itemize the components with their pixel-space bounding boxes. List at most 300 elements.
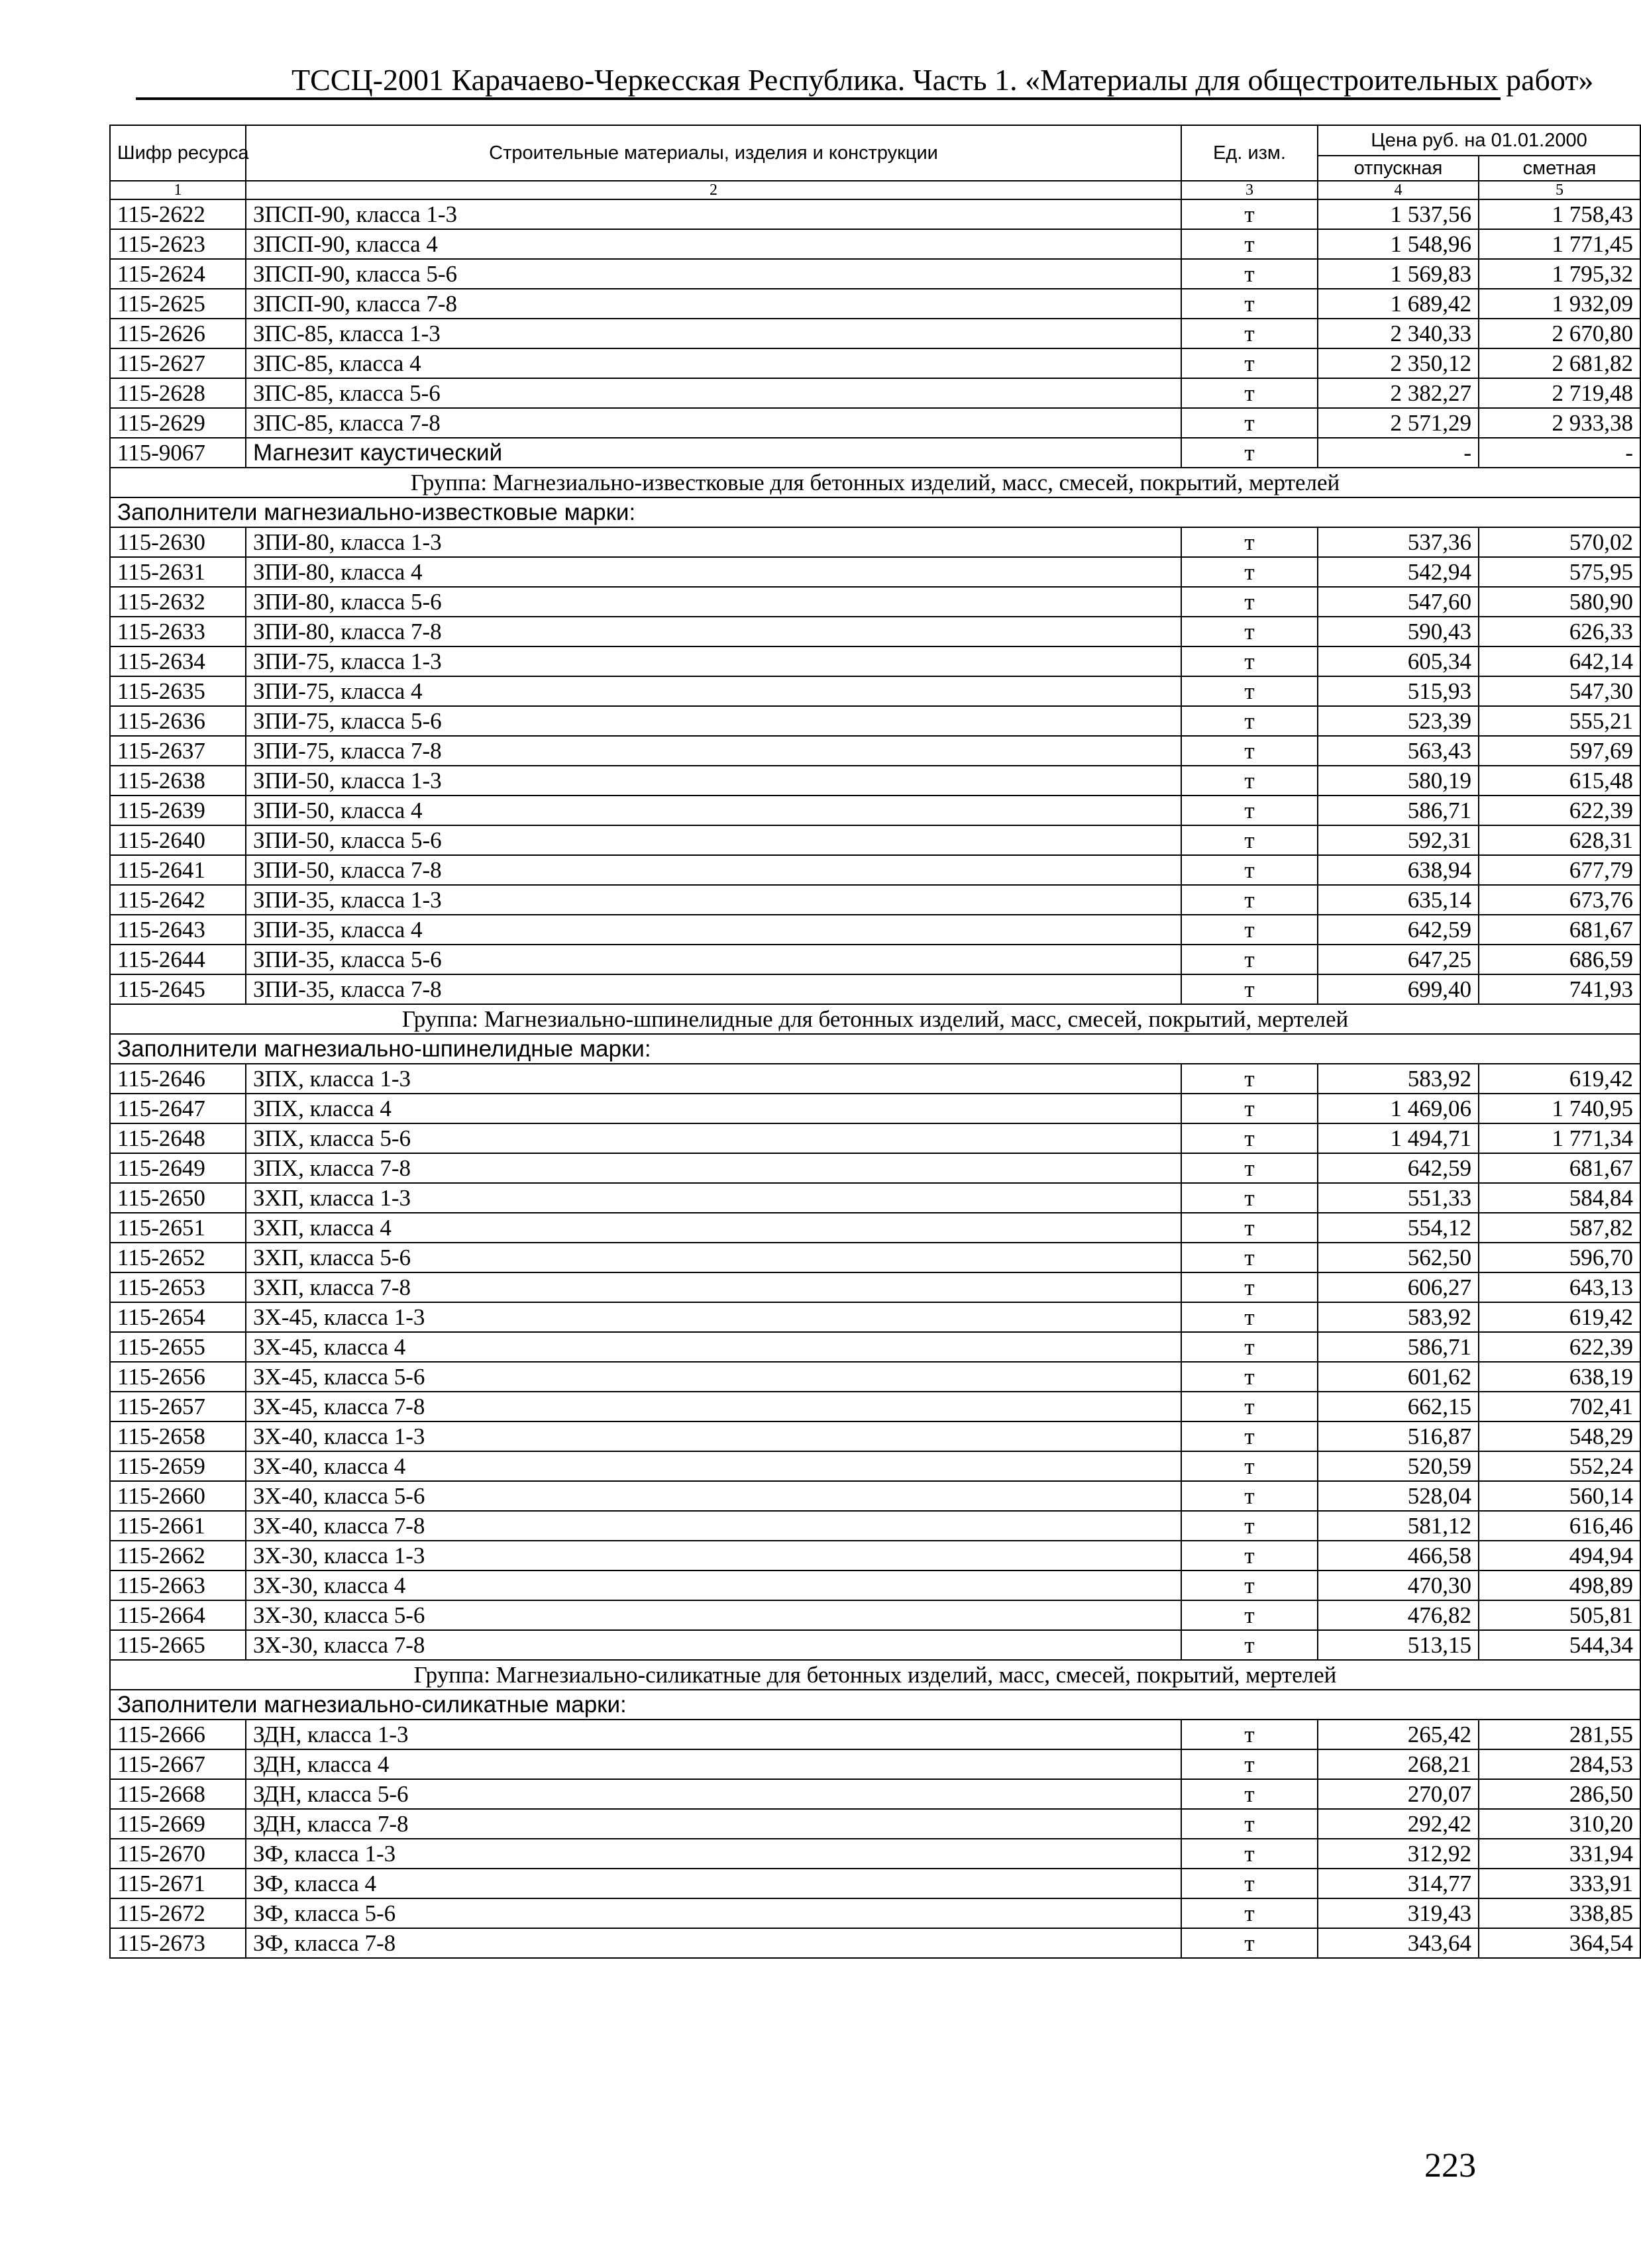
unit-cell: т — [1181, 1481, 1318, 1511]
page-number: 223 — [1424, 2147, 1476, 2185]
column-number: 3 — [1181, 181, 1318, 199]
table-row — [110, 1481, 1640, 1511]
resource-code-cell: 115-2662 — [110, 1541, 246, 1571]
table-row — [110, 945, 1640, 974]
resource-code-cell: 115-2625 — [110, 289, 246, 319]
release-price-cell: 523,39 — [1318, 706, 1479, 736]
table-row — [110, 855, 1640, 885]
unit-cell: т — [1181, 319, 1318, 348]
release-price-cell: 270,07 — [1318, 1779, 1479, 1809]
release-price-cell: 520,59 — [1318, 1451, 1479, 1481]
release-price-cell: 642,59 — [1318, 915, 1479, 945]
material-name-cell: ЗПИ-50, класса 7-8 — [246, 855, 1181, 885]
material-name-cell: ЗХП, класса 4 — [246, 1213, 1181, 1243]
estimate-price-cell: 677,79 — [1479, 855, 1640, 885]
material-name-cell: ЗПИ-80, класса 7-8 — [246, 617, 1181, 646]
table-row — [110, 289, 1640, 319]
material-name-cell: ЗХ-30, класса 7-8 — [246, 1630, 1181, 1660]
unit-cell: т — [1181, 1630, 1318, 1660]
material-name-cell: ЗПИ-75, класса 7-8 — [246, 736, 1181, 766]
material-name-cell: ЗПИ-80, класса 1-3 — [246, 527, 1181, 557]
resource-code-cell: 115-2663 — [110, 1571, 246, 1600]
resource-code-cell: 115-2639 — [110, 796, 246, 825]
release-price-cell: 662,15 — [1318, 1392, 1479, 1421]
estimate-price-cell: 570,02 — [1479, 527, 1640, 557]
resource-code-cell: 115-2634 — [110, 646, 246, 676]
release-price-cell: 319,43 — [1318, 1898, 1479, 1928]
unit-cell: т — [1181, 1720, 1318, 1749]
resource-code-cell: 115-2670 — [110, 1839, 246, 1869]
subgroup-heading: Заполнители магнезиально-шпинелидные марки: — [110, 1034, 1640, 1064]
resource-code-cell: 115-2640 — [110, 825, 246, 855]
resource-code-cell: 115-2660 — [110, 1481, 246, 1511]
material-name-cell: ЗХ-40, класса 5-6 — [246, 1481, 1181, 1511]
unit-cell: т — [1181, 1272, 1318, 1302]
resource-code-cell: 115-2626 — [110, 319, 246, 348]
estimate-price-cell: 1 740,95 — [1479, 1094, 1640, 1123]
material-name-cell: ЗХ-45, класса 1-3 — [246, 1302, 1181, 1332]
unit-cell: т — [1181, 1898, 1318, 1928]
estimate-price-cell: 1 771,45 — [1479, 229, 1640, 259]
material-name-cell: ЗДН, класса 1-3 — [246, 1720, 1181, 1749]
estimate-price-cell: 638,19 — [1479, 1362, 1640, 1392]
material-name-cell: ЗДН, класса 5-6 — [246, 1779, 1181, 1809]
column-header-price: Цена руб. на 01.01.2000 — [1318, 125, 1640, 156]
unit-cell: т — [1181, 557, 1318, 587]
release-price-cell: 268,21 — [1318, 1749, 1479, 1779]
subgroup-heading-row — [110, 497, 1640, 527]
table-row — [110, 676, 1640, 706]
estimate-price-cell: 284,53 — [1479, 1749, 1640, 1779]
subgroup-heading-row — [110, 1034, 1640, 1064]
release-price-cell: 2 340,33 — [1318, 319, 1479, 348]
material-name-cell: ЗПС-85, класса 1-3 — [246, 319, 1181, 348]
table-row — [110, 1064, 1640, 1094]
column-number: 2 — [246, 181, 1181, 199]
resource-code-cell: 115-2649 — [110, 1153, 246, 1183]
estimate-price-cell: 2 933,38 — [1479, 408, 1640, 438]
unit-cell: т — [1181, 617, 1318, 646]
unit-cell: т — [1181, 1064, 1318, 1094]
table-row — [110, 1749, 1640, 1779]
material-name-cell: ЗПХ, класса 5-6 — [246, 1123, 1181, 1153]
estimate-price-cell: 555,21 — [1479, 706, 1640, 736]
estimate-price-cell: 364,54 — [1479, 1928, 1640, 1958]
material-name-cell: ЗПС-85, класса 7-8 — [246, 408, 1181, 438]
resource-code-cell: 115-2648 — [110, 1123, 246, 1153]
table-row — [110, 378, 1640, 408]
unit-cell: т — [1181, 1451, 1318, 1481]
material-name-cell: ЗФ, класса 4 — [246, 1869, 1181, 1898]
unit-cell: т — [1181, 348, 1318, 378]
unit-cell: т — [1181, 1302, 1318, 1332]
unit-cell: т — [1181, 229, 1318, 259]
material-name-cell: ЗХ-30, класса 5-6 — [246, 1600, 1181, 1630]
release-price-cell: 551,33 — [1318, 1183, 1479, 1213]
table-row — [110, 1600, 1640, 1630]
resource-code-cell: 115-2653 — [110, 1272, 246, 1302]
resource-code-cell: 115-2666 — [110, 1720, 246, 1749]
estimate-price-cell: 622,39 — [1479, 1332, 1640, 1362]
estimate-price-cell: 286,50 — [1479, 1779, 1640, 1809]
table-row — [110, 1153, 1640, 1183]
release-price-cell: - — [1318, 438, 1479, 468]
material-name-cell: ЗХП, класса 5-6 — [246, 1243, 1181, 1272]
unit-cell: т — [1181, 1600, 1318, 1630]
release-price-cell: 314,77 — [1318, 1869, 1479, 1898]
material-name-cell: ЗПИ-75, класса 4 — [246, 676, 1181, 706]
column-header-release: отпускная — [1318, 156, 1479, 181]
resource-code-cell: 115-2635 — [110, 676, 246, 706]
unit-cell: т — [1181, 1571, 1318, 1600]
table-header-row — [110, 125, 1640, 156]
unit-cell: т — [1181, 378, 1318, 408]
resource-code-cell: 115-2659 — [110, 1451, 246, 1481]
estimate-price-cell: 1 932,09 — [1479, 289, 1640, 319]
unit-cell: т — [1181, 587, 1318, 617]
resource-code-cell: 115-2622 — [110, 199, 246, 229]
column-header-name: Строительные материалы, изделия и конструкции — [246, 125, 1181, 181]
estimate-price-cell: 1 795,32 — [1479, 259, 1640, 289]
column-header-unit: Ед. изм. — [1181, 125, 1318, 181]
estimate-price-cell: 310,20 — [1479, 1809, 1640, 1839]
unit-cell: т — [1181, 855, 1318, 885]
table-row — [110, 646, 1640, 676]
release-price-cell: 580,19 — [1318, 766, 1479, 796]
resource-code-cell: 115-2630 — [110, 527, 246, 557]
estimate-price-cell: 544,34 — [1479, 1630, 1640, 1660]
table-row — [110, 408, 1640, 438]
estimate-price-cell: 575,95 — [1479, 557, 1640, 587]
estimate-price-cell: 681,67 — [1479, 1153, 1640, 1183]
resource-code-cell: 115-2657 — [110, 1392, 246, 1421]
estimate-price-cell: 702,41 — [1479, 1392, 1640, 1421]
release-price-cell: 2 571,29 — [1318, 408, 1479, 438]
material-name-cell: Магнезит каустический — [246, 438, 1181, 468]
estimate-price-cell: 552,24 — [1479, 1451, 1640, 1481]
table-row — [110, 229, 1640, 259]
material-name-cell: ЗХ-45, класса 4 — [246, 1332, 1181, 1362]
unit-cell: т — [1181, 1541, 1318, 1571]
resource-code-cell: 115-2652 — [110, 1243, 246, 1272]
material-name-cell: ЗПСП-90, класса 5-6 — [246, 259, 1181, 289]
group-heading-row — [110, 1660, 1640, 1690]
table-row — [110, 527, 1640, 557]
table-row — [110, 1123, 1640, 1153]
unit-cell: т — [1181, 885, 1318, 915]
material-name-cell: ЗХ-45, класса 7-8 — [246, 1392, 1181, 1421]
group-heading: Группа: Магнезиально-известковые для бетонных изделий, масс, смесей, покрытий, мертелей — [110, 468, 1640, 497]
table-row — [110, 1392, 1640, 1421]
material-name-cell: ЗПИ-80, класса 5-6 — [246, 587, 1181, 617]
unit-cell: т — [1181, 945, 1318, 974]
estimate-price-cell: 560,14 — [1479, 1481, 1640, 1511]
release-price-cell: 592,31 — [1318, 825, 1479, 855]
resource-code-cell: 115-2645 — [110, 974, 246, 1004]
release-price-cell: 528,04 — [1318, 1481, 1479, 1511]
material-name-cell: ЗХ-40, класса 4 — [246, 1451, 1181, 1481]
unit-cell: т — [1181, 1809, 1318, 1839]
resource-code-cell: 115-9067 — [110, 438, 246, 468]
unit-cell: т — [1181, 1392, 1318, 1421]
table-row — [110, 1571, 1640, 1600]
material-name-cell: ЗХ-45, класса 5-6 — [246, 1362, 1181, 1392]
material-name-cell: ЗПИ-80, класса 4 — [246, 557, 1181, 587]
unit-cell: т — [1181, 527, 1318, 557]
release-price-cell: 1 689,42 — [1318, 289, 1479, 319]
estimate-price-cell: 2 681,82 — [1479, 348, 1640, 378]
estimate-price-cell: 597,69 — [1479, 736, 1640, 766]
table-row — [110, 1362, 1640, 1392]
unit-cell: т — [1181, 1123, 1318, 1153]
unit-cell: т — [1181, 199, 1318, 229]
resource-code-cell: 115-2643 — [110, 915, 246, 945]
table-row — [110, 1451, 1640, 1481]
table-row — [110, 706, 1640, 736]
resource-code-cell: 115-2667 — [110, 1749, 246, 1779]
estimate-price-cell: 333,91 — [1479, 1869, 1640, 1898]
release-price-cell: 586,71 — [1318, 1332, 1479, 1362]
estimate-price-cell: 686,59 — [1479, 945, 1640, 974]
table-row — [110, 1720, 1640, 1749]
estimate-price-cell: 547,30 — [1479, 676, 1640, 706]
material-name-cell: ЗХ-40, класса 7-8 — [246, 1511, 1181, 1541]
release-price-cell: 470,30 — [1318, 1571, 1479, 1600]
material-name-cell: ЗПИ-50, класса 1-3 — [246, 766, 1181, 796]
price-table — [109, 125, 1641, 1959]
estimate-price-cell: 681,67 — [1479, 915, 1640, 945]
estimate-price-cell: 619,42 — [1479, 1064, 1640, 1094]
estimate-price-cell: 281,55 — [1479, 1720, 1640, 1749]
release-price-cell: 1 548,96 — [1318, 229, 1479, 259]
resource-code-cell: 115-2627 — [110, 348, 246, 378]
estimate-price-cell: 616,46 — [1479, 1511, 1640, 1541]
release-price-cell: 583,92 — [1318, 1302, 1479, 1332]
release-price-cell: 601,62 — [1318, 1362, 1479, 1392]
unit-cell: т — [1181, 1332, 1318, 1362]
estimate-price-cell: 673,76 — [1479, 885, 1640, 915]
subgroup-heading-row — [110, 1690, 1640, 1720]
unit-cell: т — [1181, 1421, 1318, 1451]
table-row — [110, 438, 1640, 468]
column-number: 5 — [1479, 181, 1640, 199]
resource-code-cell: 115-2641 — [110, 855, 246, 885]
subgroup-heading: Заполнители магнезиально-известковые марки: — [110, 497, 1640, 527]
estimate-price-cell: 1 771,34 — [1479, 1123, 1640, 1153]
material-name-cell: ЗПСП-90, класса 7-8 — [246, 289, 1181, 319]
estimate-price-cell: 331,94 — [1479, 1839, 1640, 1869]
material-name-cell: ЗХ-30, класса 1-3 — [246, 1541, 1181, 1571]
release-price-cell: 635,14 — [1318, 885, 1479, 915]
estimate-price-cell: 494,94 — [1479, 1541, 1640, 1571]
release-price-cell: 638,94 — [1318, 855, 1479, 885]
material-name-cell: ЗФ, класса 1-3 — [246, 1839, 1181, 1869]
table-row — [110, 1898, 1640, 1928]
estimate-price-cell: 615,48 — [1479, 766, 1640, 796]
estimate-price-cell: 498,89 — [1479, 1571, 1640, 1600]
table-row — [110, 319, 1640, 348]
release-price-cell: 547,60 — [1318, 587, 1479, 617]
release-price-cell: 586,71 — [1318, 796, 1479, 825]
release-price-cell: 476,82 — [1318, 1600, 1479, 1630]
resource-code-cell: 115-2671 — [110, 1869, 246, 1898]
release-price-cell: 563,43 — [1318, 736, 1479, 766]
resource-code-cell: 115-2656 — [110, 1362, 246, 1392]
resource-code-cell: 115-2669 — [110, 1809, 246, 1839]
release-price-cell: 583,92 — [1318, 1064, 1479, 1094]
table-row — [110, 796, 1640, 825]
release-price-cell: 581,12 — [1318, 1511, 1479, 1541]
release-price-cell: 516,87 — [1318, 1421, 1479, 1451]
material-name-cell: ЗПИ-35, класса 1-3 — [246, 885, 1181, 915]
resource-code-cell: 115-2646 — [110, 1064, 246, 1094]
release-price-cell: 515,93 — [1318, 676, 1479, 706]
release-price-cell: 605,34 — [1318, 646, 1479, 676]
table-row — [110, 1928, 1640, 1958]
unit-cell: т — [1181, 1869, 1318, 1898]
release-price-cell: 312,92 — [1318, 1839, 1479, 1869]
unit-cell: т — [1181, 646, 1318, 676]
release-price-cell: 537,36 — [1318, 527, 1479, 557]
table-row — [110, 1302, 1640, 1332]
release-price-cell: 466,58 — [1318, 1541, 1479, 1571]
release-price-cell: 2 382,27 — [1318, 378, 1479, 408]
column-header-estimate: сметная — [1479, 156, 1640, 181]
table-row — [110, 825, 1640, 855]
column-number: 4 — [1318, 181, 1479, 199]
material-name-cell: ЗПХ, класса 7-8 — [246, 1153, 1181, 1183]
release-price-cell: 265,42 — [1318, 1720, 1479, 1749]
estimate-price-cell: - — [1479, 438, 1640, 468]
resource-code-cell: 115-2636 — [110, 706, 246, 736]
resource-code-cell: 115-2668 — [110, 1779, 246, 1809]
resource-code-cell: 115-2654 — [110, 1302, 246, 1332]
resource-code-cell: 115-2673 — [110, 1928, 246, 1958]
unit-cell: т — [1181, 915, 1318, 945]
material-name-cell: ЗПИ-75, класса 5-6 — [246, 706, 1181, 736]
resource-code-cell: 115-2650 — [110, 1183, 246, 1213]
resource-code-cell: 115-2637 — [110, 736, 246, 766]
table-row — [110, 1243, 1640, 1272]
resource-code-cell: 115-2631 — [110, 557, 246, 587]
material-name-cell: ЗХП, класса 7-8 — [246, 1272, 1181, 1302]
resource-code-cell: 115-2655 — [110, 1332, 246, 1362]
table-row — [110, 885, 1640, 915]
material-name-cell: ЗДН, класса 4 — [246, 1749, 1181, 1779]
material-name-cell: ЗХП, класса 1-3 — [246, 1183, 1181, 1213]
subgroup-heading: Заполнители магнезиально-силикатные марки: — [110, 1690, 1640, 1720]
estimate-price-cell: 628,31 — [1479, 825, 1640, 855]
unit-cell: т — [1181, 1094, 1318, 1123]
release-price-cell: 590,43 — [1318, 617, 1479, 646]
release-price-cell: 642,59 — [1318, 1153, 1479, 1183]
estimate-price-cell: 619,42 — [1479, 1302, 1640, 1332]
unit-cell: т — [1181, 1928, 1318, 1958]
group-heading-row — [110, 468, 1640, 497]
release-price-cell: 292,42 — [1318, 1809, 1479, 1839]
material-name-cell: ЗФ, класса 7-8 — [246, 1928, 1181, 1958]
material-name-cell: ЗПИ-50, класса 5-6 — [246, 825, 1181, 855]
estimate-price-cell: 622,39 — [1479, 796, 1640, 825]
unit-cell: т — [1181, 766, 1318, 796]
table-row — [110, 617, 1640, 646]
table-row — [110, 915, 1640, 945]
table-row — [110, 1839, 1640, 1869]
header-rule — [136, 97, 1501, 100]
material-name-cell: ЗПСП-90, класса 4 — [246, 229, 1181, 259]
estimate-price-cell: 1 758,43 — [1479, 199, 1640, 229]
table-row — [110, 557, 1640, 587]
estimate-price-cell: 505,81 — [1479, 1600, 1640, 1630]
table-row — [110, 199, 1640, 229]
unit-cell: т — [1181, 1839, 1318, 1869]
resource-code-cell: 115-2644 — [110, 945, 246, 974]
resource-code-cell: 115-2672 — [110, 1898, 246, 1928]
material-name-cell: ЗПСП-90, класса 1-3 — [246, 199, 1181, 229]
unit-cell: т — [1181, 825, 1318, 855]
estimate-price-cell: 626,33 — [1479, 617, 1640, 646]
table-row — [110, 1541, 1640, 1571]
unit-cell: т — [1181, 1183, 1318, 1213]
unit-cell: т — [1181, 736, 1318, 766]
unit-cell: т — [1181, 1153, 1318, 1183]
table-row — [110, 348, 1640, 378]
estimate-price-cell: 642,14 — [1479, 646, 1640, 676]
table-row — [110, 1332, 1640, 1362]
unit-cell: т — [1181, 676, 1318, 706]
unit-cell: т — [1181, 1511, 1318, 1541]
resource-code-cell: 115-2647 — [110, 1094, 246, 1123]
table-row — [110, 766, 1640, 796]
table-row — [110, 1421, 1640, 1451]
unit-cell: т — [1181, 1243, 1318, 1272]
unit-cell: т — [1181, 1779, 1318, 1809]
estimate-price-cell: 584,84 — [1479, 1183, 1640, 1213]
resource-code-cell: 115-2629 — [110, 408, 246, 438]
resource-code-cell: 115-2661 — [110, 1511, 246, 1541]
table-row — [110, 1272, 1640, 1302]
table-row — [110, 1779, 1640, 1809]
material-name-cell: ЗПС-85, класса 4 — [246, 348, 1181, 378]
table-row — [110, 1869, 1640, 1898]
resource-code-cell: 115-2651 — [110, 1213, 246, 1243]
estimate-price-cell: 643,13 — [1479, 1272, 1640, 1302]
group-heading: Группа: Магнезиально-шпинелидные для бетонных изделий, масс, смесей, покрытий, мертелей — [110, 1004, 1640, 1034]
estimate-price-cell: 587,82 — [1479, 1213, 1640, 1243]
resource-code-cell: 115-2628 — [110, 378, 246, 408]
table-row — [110, 736, 1640, 766]
unit-cell: т — [1181, 1362, 1318, 1392]
estimate-price-cell: 2 670,80 — [1479, 319, 1640, 348]
column-number-row — [110, 181, 1640, 199]
material-name-cell: ЗПИ-35, класса 5-6 — [246, 945, 1181, 974]
table-row — [110, 1630, 1640, 1660]
material-name-cell: ЗХ-40, класса 1-3 — [246, 1421, 1181, 1451]
table-row — [110, 1094, 1640, 1123]
release-price-cell: 542,94 — [1318, 557, 1479, 587]
material-name-cell: ЗПИ-75, класса 1-3 — [246, 646, 1181, 676]
unit-cell: т — [1181, 438, 1318, 468]
resource-code-cell: 115-2665 — [110, 1630, 246, 1660]
resource-code-cell: 115-2632 — [110, 587, 246, 617]
table-body — [110, 199, 1640, 1958]
material-name-cell: ЗПИ-35, класса 7-8 — [246, 974, 1181, 1004]
release-price-cell: 562,50 — [1318, 1243, 1479, 1272]
release-price-cell: 343,64 — [1318, 1928, 1479, 1958]
group-heading-row — [110, 1004, 1640, 1034]
table-row — [110, 259, 1640, 289]
material-name-cell: ЗФ, класса 5-6 — [246, 1898, 1181, 1928]
